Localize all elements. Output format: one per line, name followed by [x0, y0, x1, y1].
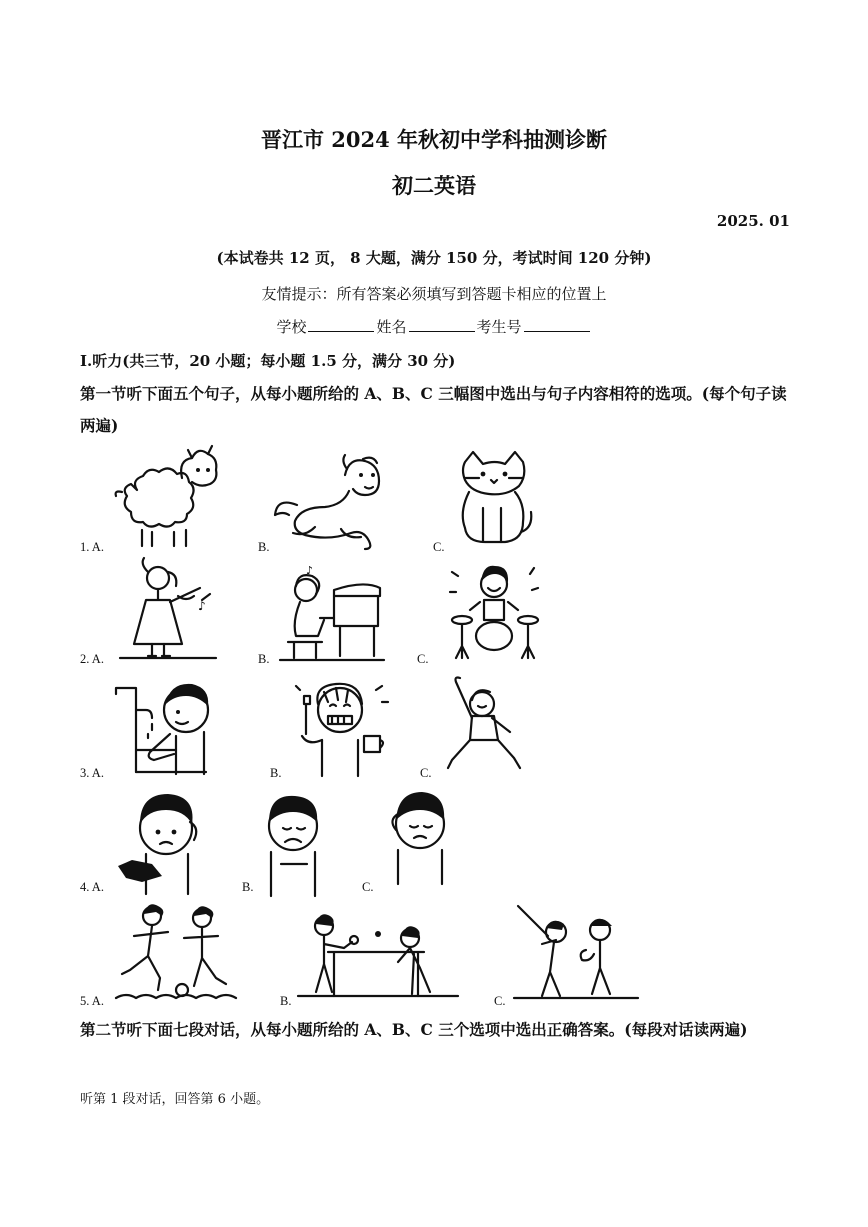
sad-boy-icon[interactable] — [263, 794, 325, 898]
q1-label-a: 1. A. — [80, 540, 104, 554]
part2-instruction: 第二节听下面七段对话，从每小题所给的 A、B、C 三个选项中选出正确答案。(每段对话读两遍) — [80, 1020, 748, 1039]
name-label: 姓名 — [376, 318, 407, 336]
q5-label-c: C. — [494, 994, 506, 1008]
name-blank[interactable] — [409, 317, 475, 332]
exam-info: (本试卷共 12 页， 8 大题，满分 150 分，考试时间 120 分钟) — [216, 249, 652, 267]
exam-title: 晋江市 2024 年秋初中学科抽测诊断 — [260, 127, 608, 152]
headache-boy-icon[interactable] — [386, 790, 454, 886]
q3-label-b: B. — [270, 766, 282, 780]
id-blank[interactable] — [524, 317, 590, 332]
svg-text:♪: ♪ — [198, 599, 206, 613]
q2-label-b: B. — [258, 652, 270, 666]
friendly-tip: 友情提示：所有答案必须填写到答题卡相应的位置上 — [261, 285, 607, 303]
wash-hands-icon[interactable] — [116, 680, 216, 776]
section-heading: Ⅰ.听力(共三节，20 小题；每小题 1.5 分，满分 30 分) — [80, 352, 456, 370]
q2-label-a: 2. A. — [80, 652, 104, 666]
q4-label-b: B. — [242, 880, 254, 894]
sheep-icon[interactable] — [112, 450, 222, 550]
part1-instruction: 第一节听下面五个句子，从每小题所给的 A、B、C 三幅图中选出与句子内容相符的选项。(每个句子读两遍) — [80, 384, 787, 435]
q2-label-c: C. — [417, 652, 429, 666]
ping-pong-icon[interactable] — [298, 910, 458, 1000]
soccer-girls-icon[interactable] — [116, 900, 240, 1004]
svg-text:♪: ♪ — [306, 564, 314, 577]
exam-subtitle: 初二英语 — [392, 173, 476, 198]
drums-girl-icon[interactable] — [448, 562, 543, 662]
q3-label-c: C. — [420, 766, 432, 780]
q4-label-a: 4. A. — [80, 880, 104, 894]
pony-icon[interactable] — [275, 455, 395, 547]
baseball-icon[interactable] — [514, 904, 638, 1004]
student-fields — [0, 316, 868, 337]
q4-label-c: C. — [362, 880, 374, 894]
q1-label-c: C. — [433, 540, 445, 554]
cat-icon[interactable] — [455, 452, 535, 548]
q1-label-b: B. — [258, 540, 270, 554]
q5-label-a: 5. A. — [80, 994, 104, 1008]
exam-date: 2025. 01 — [716, 212, 790, 230]
q5-label-b: B. — [280, 994, 292, 1008]
id-label: 考生号 — [476, 318, 522, 336]
violin-girl-icon[interactable] — [118, 560, 218, 662]
piano-girl-icon[interactable] — [280, 564, 385, 664]
q3-label-a: 3. A. — [80, 766, 104, 780]
school-label: 学校 — [276, 318, 307, 336]
toothache-boy-icon[interactable] — [116, 792, 216, 896]
brush-teeth-icon[interactable] — [292, 682, 392, 778]
stretch-icon[interactable] — [446, 678, 522, 776]
school-blank[interactable] — [308, 317, 374, 332]
dialogue1-hint: 听第 1 段对话，回答第 6 小题。 — [80, 1092, 270, 1107]
